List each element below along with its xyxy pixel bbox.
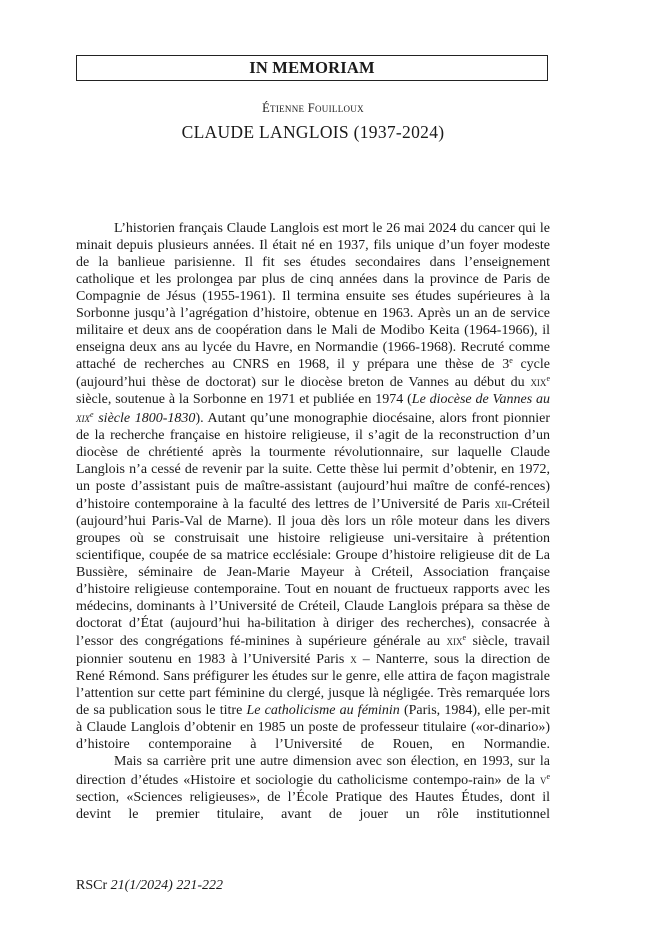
text-run: siècle 1800-1830 — [93, 410, 196, 426]
article-title: CLAUDE LANGLOIS (1937-2024) — [181, 122, 445, 142]
page-footer — [76, 878, 223, 894]
text-run: siècle, travail pionnier soutenu en 1983 à l’Université Paris — [76, 634, 550, 668]
text-run: siècle, soutenue à la Sorbonne en 1971 et publiée en 1974 ( — [76, 392, 412, 408]
roman-numeral: x — [350, 651, 357, 667]
text-run: Le diocèse de Vannes au — [411, 392, 551, 408]
roman-numeral: xix — [76, 409, 90, 425]
text-run: ). Autant qu’une monographie diocésaine, alors front pionnier de la recherche française en histoire religieuse, il s’agit de la reconstruction d’un diocèse de chrétienté après la tourmente révolutionnaire, sur laquelle Claude Langlois n’a cessé de revenir par la suite. Cette thèse lui permit d’obtenir, en 1972, un poste d’assistant puis de maître-assistant (aujourd’hui maître de confé-rences) d’histoire contemporaine à la faculté des lettres de l’Université de Paris — [76, 410, 551, 512]
text-run: -Créteil (aujourd’hui Paris-Val de Marne). Il joua dès lors un rôle moteur dans les divers groupes où se construisait une histoire religieuse uni-versitaire à prétention scientifique, coupée de sa matrice ecclésiale: Groupe d’histoire religieuse dit de La Bussière, séminaire de Jean-Marie Mayeur à Créteil, Association française d’histoire religieuse contemporaine. Tout en nouant de fructueux rapports avec les médecins, dominants à l’Université de Créteil, Claude Langlois prépara sa thèse de doctorat d’État (aujourd’hui ha-bilitation à diriger des recherches), consacrée à l’essor des congrégations fé-minines à supérieure générale au — [76, 496, 550, 650]
text-run: cycle (aujourd’hui thèse de doctorat) sur le diocèse breton de Vannes au début du — [76, 357, 550, 391]
superscript: e — [90, 409, 94, 419]
paragraph-1 — [76, 220, 550, 753]
superscript: e — [546, 374, 550, 384]
section-rubric: IN MEMORIAM — [249, 58, 375, 77]
author-name: Étienne Fouilloux — [262, 101, 364, 115]
roman-numeral: v — [539, 771, 547, 787]
roman-numeral: xii — [494, 495, 508, 511]
text-run: Mais sa carrière prit une autre dimension avec son élection, en 1993, sur la direction d’études «Histoire et sociologie du catholicisme contempo-rain» de la — [76, 754, 550, 788]
text-run: (Paris, 1984), elle per-mit à Claude Langlois d’obtenir en 1985 un poste de professeur titulaire («or-dinario») d’histoire contemporaine à l’Université de Rouen, en Normandie. — [76, 703, 550, 753]
superscript: e — [462, 633, 467, 643]
paragraph-2 — [76, 753, 550, 822]
journal-name: RSCr — [76, 878, 108, 893]
superscript: e — [509, 356, 513, 366]
roman-numeral: xix — [530, 374, 547, 390]
article-body — [76, 220, 550, 823]
section-rubric-box — [76, 55, 548, 81]
text-run: section, «Sciences religieuses», de l’École Pratique des Hautes Études, dont il devint le premier titulaire, avant de jouer un rôle institutionnel — [76, 789, 550, 822]
roman-numeral: xix — [446, 633, 463, 649]
text-run: – Nanterre, sous la direction de René Rémond. Sans préfigurer les études sur le genre, elle attira de façon magistrale l’attention sur cette part féminine du clergé, jusque là négligée. Très remarquée lors de sa publication sous le titre — [76, 652, 550, 719]
book-title: Le catholicisme au féminin — [246, 703, 400, 719]
text-run: L’historien français Claude Langlois est mort le 26 mai 2024 du cancer qui le minait depuis plusieurs années. Il était né en 1937, fils unique d’un foyer modeste de la banlieue parisienne. Il fit ses études secondaires dans l’enseignement catholique et les prolongea par plus de cinq années dans la province de Paris de Compagnie de Jésus (1955-1961). Il termina ensuite ses études supérieures à la Sorbonne jusqu’à l’agrégation d’histoire, obtenue en 1963. Après un an de service militaire et deux ans de coopération dans le Mali de Modibo Keita (1964-1966), il enseigna deux ans au lycée du Havre, en Normandie (1966-1968). Recruté comme attaché de recherches au CNRS en 1968, il y prépara une thèse de 3 — [76, 221, 550, 373]
superscript: e — [546, 771, 550, 781]
citation: 21(1/2024) 221-222 — [110, 878, 224, 893]
